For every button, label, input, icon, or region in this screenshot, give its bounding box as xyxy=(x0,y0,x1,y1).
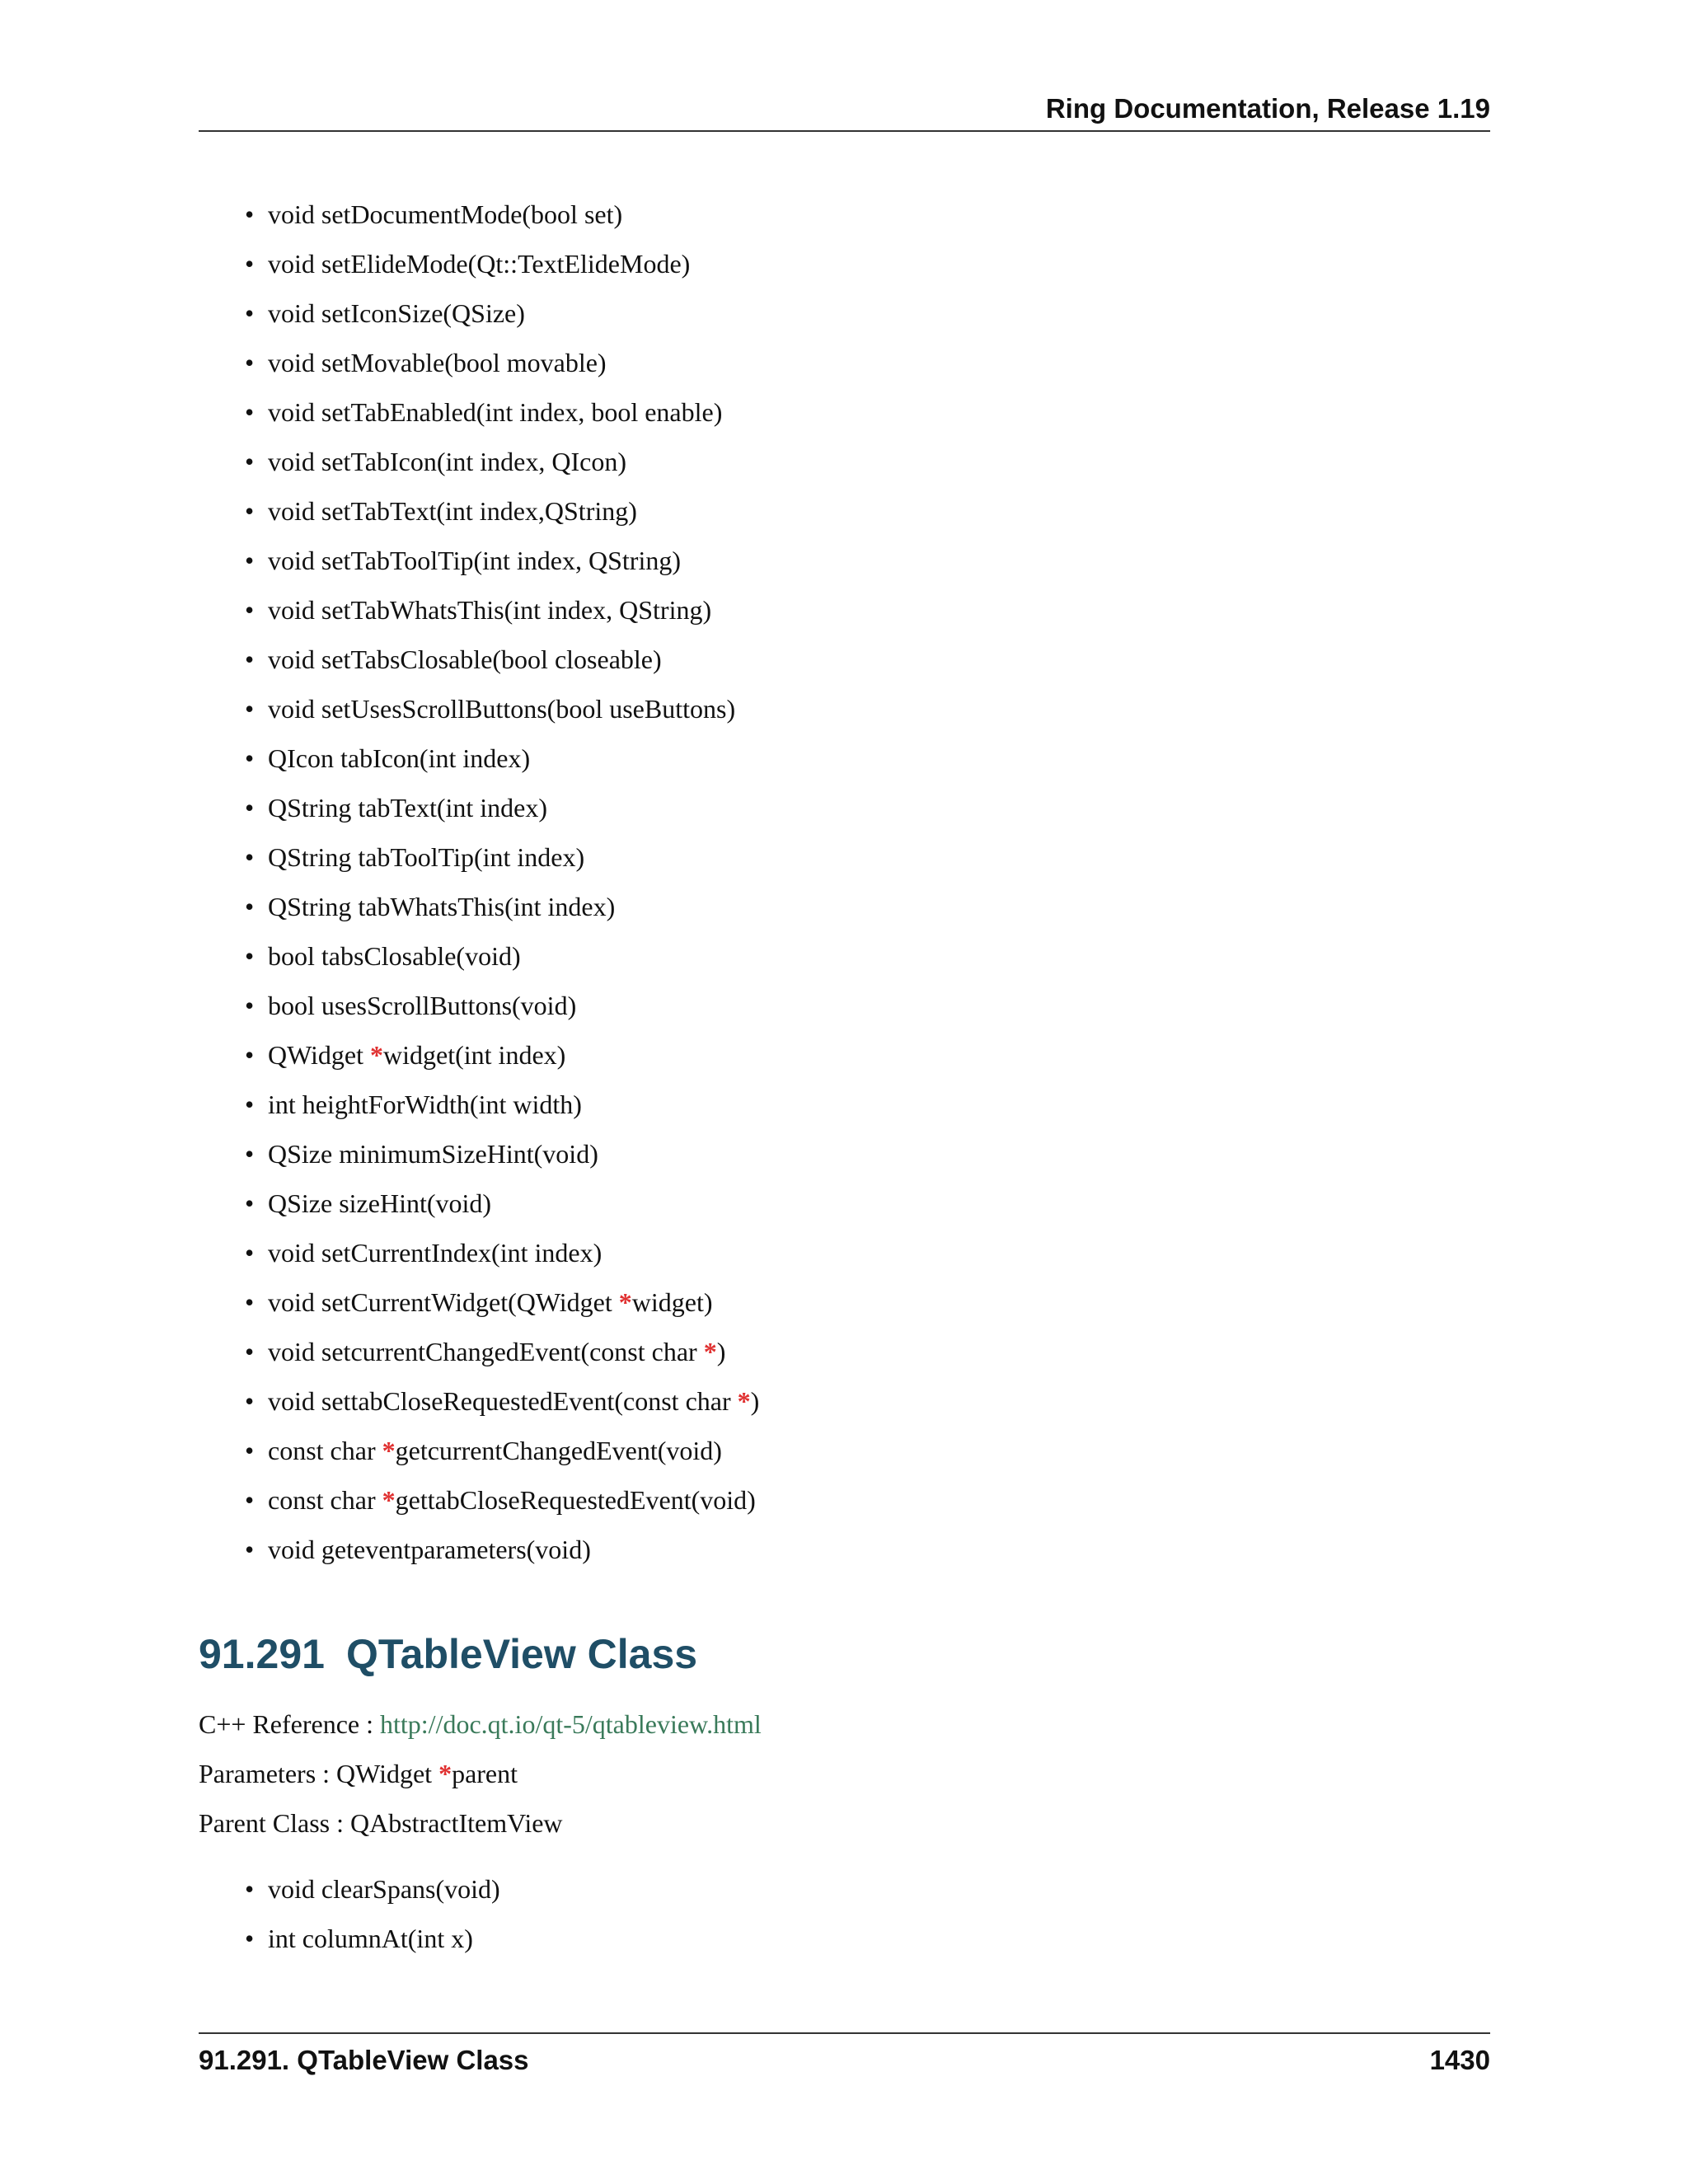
page-number: 1430 xyxy=(1429,2045,1490,2075)
bullet-icon: • xyxy=(245,496,255,526)
method-text: void clearSpans(void) xyxy=(268,1874,500,1904)
method-text: void geteventparameters(void) xyxy=(268,1535,591,1564)
method-text: void setTabIcon(int index, QIcon) xyxy=(268,447,626,476)
running-header: Ring Documentation, Release 1.19 xyxy=(1045,93,1490,124)
list-item xyxy=(199,445,1435,494)
section-title-text: QTableView Class xyxy=(345,1631,698,1677)
method-text: QWidget xyxy=(268,1040,371,1070)
pointer-star: * xyxy=(618,1287,632,1317)
bullet-icon: • xyxy=(245,348,255,377)
method-text: QString tabText(int index) xyxy=(268,793,548,823)
bullet-icon: • xyxy=(245,892,255,921)
list-item xyxy=(199,494,1435,544)
bullet-icon: • xyxy=(245,842,255,872)
section-heading xyxy=(199,1629,697,1679)
method-list-bottom xyxy=(199,1872,1435,1971)
bullet-icon: • xyxy=(245,447,255,476)
method-text: void settabCloseRequestedEvent(const char xyxy=(268,1386,738,1416)
bullet-icon: • xyxy=(245,1535,255,1564)
method-text: void setIconSize(QSize) xyxy=(268,298,525,328)
method-text: QIcon tabIcon(int index) xyxy=(268,743,531,773)
list-item xyxy=(199,544,1435,593)
bullet-icon: • xyxy=(245,397,255,427)
list-item xyxy=(199,1137,1435,1187)
method-text-rest: gettabCloseRequestedEvent(void) xyxy=(395,1485,756,1515)
method-text: void setDocumentMode(bool set) xyxy=(268,199,623,229)
bullet-icon: • xyxy=(245,199,255,229)
bullet-icon: • xyxy=(245,1337,255,1366)
bullet-icon: • xyxy=(245,546,255,575)
bullet-icon: • xyxy=(245,1874,255,1904)
bullet-icon: • xyxy=(245,1188,255,1218)
bullet-icon: • xyxy=(245,1090,255,1119)
footer-divider xyxy=(199,2032,1490,2034)
pointer-star: * xyxy=(382,1485,396,1515)
list-item xyxy=(199,247,1435,297)
method-text: void setCurrentIndex(int index) xyxy=(268,1238,603,1268)
method-text: void setTabToolTip(int index, QString) xyxy=(268,546,681,575)
footer-section-label: 91.291. QTableView Class xyxy=(199,2045,529,2075)
method-text: void setcurrentChangedEvent(const char xyxy=(268,1337,704,1366)
method-text: const char xyxy=(268,1485,382,1515)
list-item xyxy=(199,297,1435,346)
list-item xyxy=(199,791,1435,841)
method-list-top xyxy=(199,198,1435,1582)
list-item xyxy=(199,1088,1435,1137)
list-item xyxy=(199,890,1435,940)
parameters-name: parent xyxy=(452,1759,518,1788)
bullet-icon: • xyxy=(245,694,255,724)
method-text: void setTabsClosable(bool closeable) xyxy=(268,644,662,674)
list-item xyxy=(199,1434,1435,1483)
method-text: QString tabToolTip(int index) xyxy=(268,842,585,872)
method-text: void setCurrentWidget(QWidget xyxy=(268,1287,619,1317)
method-text: QSize minimumSizeHint(void) xyxy=(268,1139,598,1169)
method-text: QSize sizeHint(void) xyxy=(268,1188,492,1218)
method-text: int heightForWidth(int width) xyxy=(268,1090,582,1119)
header-divider xyxy=(199,130,1490,132)
bullet-icon: • xyxy=(245,1238,255,1268)
method-text-rest: getcurrentChangedEvent(void) xyxy=(395,1436,722,1465)
pointer-star: * xyxy=(737,1386,751,1416)
list-item xyxy=(199,1236,1435,1286)
method-text-rest: ) xyxy=(716,1337,726,1366)
list-item xyxy=(199,593,1435,643)
bullet-icon: • xyxy=(245,941,255,971)
bullet-icon: • xyxy=(245,1485,255,1515)
bullet-icon: • xyxy=(245,1386,255,1416)
bullet-icon: • xyxy=(245,1287,255,1317)
pointer-star: * xyxy=(703,1337,717,1366)
list-item xyxy=(199,396,1435,445)
method-text: void setTabEnabled(int index, bool enable) xyxy=(268,397,723,427)
method-text: QString tabWhatsThis(int index) xyxy=(268,892,616,921)
bullet-icon: • xyxy=(245,249,255,279)
method-text: void setTabWhatsThis(int index, QString) xyxy=(268,595,712,625)
bullet-icon: • xyxy=(245,298,255,328)
list-item xyxy=(199,1385,1435,1434)
pointer-star: * xyxy=(438,1759,452,1788)
bullet-icon: • xyxy=(245,1040,255,1070)
list-item xyxy=(199,346,1435,396)
list-item xyxy=(199,1187,1435,1236)
bullet-icon: • xyxy=(245,793,255,823)
method-text-rest: widget(int index) xyxy=(383,1040,566,1070)
list-item xyxy=(199,841,1435,890)
method-text: const char xyxy=(268,1436,382,1465)
method-text: void setUsesScrollButtons(bool useButtons) xyxy=(268,694,736,724)
list-item xyxy=(199,742,1435,791)
method-text: void setMovable(bool movable) xyxy=(268,348,607,377)
cpp-reference-line xyxy=(199,1708,762,1741)
list-item xyxy=(199,692,1435,742)
method-text: int columnAt(int x) xyxy=(268,1924,473,1953)
parent-class-line: Parent Class : QAbstractItemView xyxy=(199,1808,563,1838)
list-item xyxy=(199,643,1435,692)
bullet-icon: • xyxy=(245,1924,255,1953)
list-item xyxy=(199,1483,1435,1533)
method-text: bool tabsClosable(void) xyxy=(268,941,521,971)
list-item xyxy=(199,1922,1435,1971)
parameters-label: Parameters : QWidget xyxy=(199,1759,439,1788)
method-text-rest: widget) xyxy=(631,1287,713,1317)
method-text-rest: ) xyxy=(750,1386,760,1416)
bullet-icon: • xyxy=(245,595,255,625)
list-item xyxy=(199,198,1435,247)
list-item xyxy=(199,1286,1435,1335)
cpp-reference-label: C++ Reference : xyxy=(199,1709,380,1739)
pointer-star: * xyxy=(382,1436,396,1465)
list-item xyxy=(199,940,1435,989)
method-text: bool usesScrollButtons(void) xyxy=(268,991,577,1020)
section-number: 91.291 xyxy=(199,1631,325,1677)
list-item xyxy=(199,1038,1435,1088)
bullet-icon: • xyxy=(245,644,255,674)
bullet-icon: • xyxy=(245,1139,255,1169)
method-text: void setTabText(int index,QString) xyxy=(268,496,637,526)
bullet-icon: • xyxy=(245,1436,255,1465)
list-item xyxy=(199,989,1435,1038)
cpp-reference-link[interactable]: http://doc.qt.io/qt-5/qtableview.html xyxy=(380,1709,762,1739)
pointer-star: * xyxy=(370,1040,384,1070)
parameters-line xyxy=(199,1757,518,1790)
method-text: void setElideMode(Qt::TextElideMode) xyxy=(268,249,691,279)
list-item xyxy=(199,1533,1435,1582)
list-item xyxy=(199,1872,1435,1922)
list-item xyxy=(199,1335,1435,1385)
bullet-icon: • xyxy=(245,743,255,773)
bullet-icon: • xyxy=(245,991,255,1020)
